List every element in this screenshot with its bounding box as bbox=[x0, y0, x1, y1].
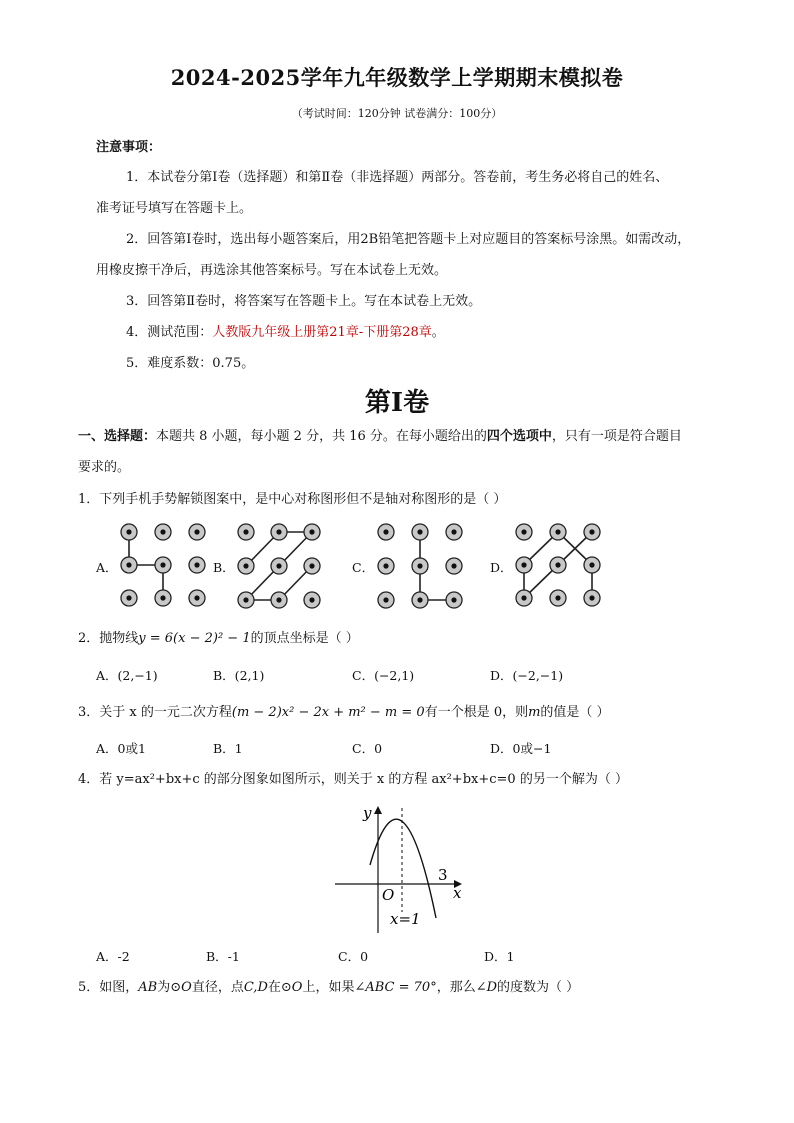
q2-stem-a: 2．抛物线 bbox=[78, 631, 139, 646]
q5-o2: O bbox=[291, 980, 303, 995]
pattern-dot-center bbox=[417, 597, 422, 602]
q2-option-d: D．(−2,−1) bbox=[490, 668, 564, 683]
q1-label-b: B． bbox=[213, 560, 235, 575]
pattern-dot-center bbox=[521, 529, 526, 534]
test-range: 人教版九年级上册第21章-下册第28章 bbox=[212, 325, 432, 340]
pattern-dot-center bbox=[194, 529, 199, 534]
q3-option-c: C．0 bbox=[352, 741, 383, 756]
q2-option-c: C．(−2,1) bbox=[352, 668, 415, 683]
parabola bbox=[370, 819, 436, 918]
q4-option-a: A．-2 bbox=[96, 949, 130, 964]
pattern-dot-center bbox=[451, 597, 456, 602]
q5-stem-b: 为⊙ bbox=[157, 980, 182, 995]
section-intro-b: 四个选项中 bbox=[486, 429, 552, 444]
q2-option-b: B．(2,1) bbox=[213, 668, 265, 683]
q5-ab: AB bbox=[138, 980, 158, 995]
q3-option-b: B．1 bbox=[213, 741, 243, 756]
q4-option-c: C．0 bbox=[338, 949, 369, 964]
page-title: 2024-2025学年九年级数学上学期期末模拟卷 bbox=[170, 65, 624, 90]
note-2b: 用橡皮擦干净后，再选涂其他答案标号。写在本试卷上无效。 bbox=[96, 263, 448, 278]
pattern-dot-center bbox=[521, 595, 526, 600]
pattern-dot-center bbox=[126, 529, 131, 534]
note-1b: 准考证号填写在答题卡上。 bbox=[96, 201, 253, 216]
q3-stem-c: 的值是（ ） bbox=[540, 705, 610, 720]
q5-cd: C,D bbox=[243, 980, 268, 995]
q5-stem-c: 直径，点 bbox=[191, 980, 244, 995]
pattern-dot-center bbox=[555, 529, 560, 534]
pattern-dot-center bbox=[383, 529, 388, 534]
pattern-dot-center bbox=[276, 563, 281, 568]
pattern-dot-center bbox=[589, 562, 594, 567]
section-title: 第Ⅰ卷 bbox=[364, 388, 430, 418]
pattern-dot-center bbox=[451, 529, 456, 534]
q1-label-c: C． bbox=[352, 560, 375, 575]
q2-stem-b: 的顶点坐标是（ ） bbox=[250, 631, 359, 646]
pattern-dot-center bbox=[276, 597, 281, 602]
origin-label: O bbox=[382, 886, 395, 904]
pattern-dot-center bbox=[589, 529, 594, 534]
pattern-dot-center bbox=[243, 597, 248, 602]
q3-formula: (m − 2)x² − 2x + m² − m = 0 bbox=[231, 705, 425, 720]
q5-o1: O bbox=[181, 980, 192, 995]
note-3: 3．回答第Ⅱ卷时，将答案写在答题卡上。写在本试卷上无效。 bbox=[126, 294, 482, 309]
q4-stem: 4．若 y=ax²+bx+c 的部分图象如图所示，则关于 x 的方程 ax²+bx+c=0 的另一个解为（ ） bbox=[78, 772, 628, 787]
q5-angle-d: ∠D bbox=[475, 980, 498, 995]
q5-angle: ∠ABC = 70° bbox=[354, 980, 437, 995]
pattern-dot-center bbox=[126, 595, 131, 600]
q3-stem-b: 有一个根是 0，则 bbox=[424, 705, 529, 720]
q5-stem-g: 的度数为（ ） bbox=[497, 980, 580, 995]
q3-stem bbox=[78, 703, 610, 723]
pattern-dot-center bbox=[194, 595, 199, 600]
q3-option-d: D．0或−1 bbox=[490, 741, 552, 756]
pattern-dot-center bbox=[160, 562, 165, 567]
pattern-dot-center bbox=[309, 529, 314, 534]
pattern-dot-center bbox=[417, 563, 422, 568]
q5-stem bbox=[78, 978, 579, 998]
pattern-dot-center bbox=[309, 597, 314, 602]
q2-formula: y = 6(x − 2)² − 1 bbox=[138, 631, 251, 646]
root-label: 3 bbox=[438, 866, 448, 884]
pattern-dot-center bbox=[160, 595, 165, 600]
pattern-dot-center bbox=[383, 597, 388, 602]
q4-option-b: B．-1 bbox=[206, 949, 240, 964]
q3-stem-a: 3．关于 x 的一元二次方程 bbox=[78, 705, 232, 720]
q2-stem bbox=[78, 629, 359, 649]
pattern-dot-center bbox=[555, 595, 560, 600]
q5-stem-e: 上，如果 bbox=[302, 980, 355, 995]
note-4-prefix: 4．测试范围： bbox=[126, 325, 213, 340]
x-label: x bbox=[453, 884, 462, 902]
q5-stem-f: ，那么 bbox=[436, 980, 476, 995]
note-2a: 2．回答第Ⅰ卷时，选出每小题答案后，用2B铅笔把答题卡上对应题目的答案标号涂黑。如需改动， bbox=[126, 232, 691, 247]
pattern-dot-center bbox=[555, 562, 560, 567]
pattern-dot-center bbox=[451, 563, 456, 568]
q3-var: m bbox=[528, 705, 541, 720]
q1-label-d: D． bbox=[490, 560, 513, 575]
q5-stem-a: 5．如图， bbox=[78, 980, 139, 995]
pattern-dot-center bbox=[309, 563, 314, 568]
q3-option-a: A．0或1 bbox=[96, 741, 146, 756]
pattern-dot-center bbox=[194, 562, 199, 567]
section-intro-d: 要求的。 bbox=[78, 460, 131, 475]
q1-label-a: A． bbox=[96, 560, 118, 575]
pattern-dot-center bbox=[243, 563, 248, 568]
note-1a: 1．本试卷分第Ⅰ卷（选择题）和第Ⅱ卷（非选择题）两部分。答卷前，考生务必将自己的姓名、 bbox=[126, 170, 669, 185]
pattern-dot-center bbox=[126, 562, 131, 567]
notes-heading: 注意事项： bbox=[96, 140, 162, 155]
section-intro-a: 本题共 8 小题，每小题 2 分，共 16 分。在每小题给出的 bbox=[156, 429, 487, 444]
q5-stem-d: 在⊙ bbox=[267, 980, 292, 995]
pattern-dot-center bbox=[383, 563, 388, 568]
pattern-dot-center bbox=[160, 529, 165, 534]
section-intro-c: ，只有一项是符合题目 bbox=[551, 429, 682, 444]
q1-stem: 1．下列手机手势解锁图案中，是中心对称图形但不是轴对称图形的是（ ） bbox=[78, 492, 507, 507]
pattern-dot-center bbox=[521, 562, 526, 567]
pattern-dot-center bbox=[276, 529, 281, 534]
q4-parabola-graph bbox=[330, 800, 470, 935]
section-label: 一、选择题： bbox=[78, 429, 157, 444]
exam-info: （考试时间：120分钟 试卷满分：100分） bbox=[291, 107, 503, 120]
q4-option-d: D．1 bbox=[484, 949, 515, 964]
pattern-dot-center bbox=[417, 529, 422, 534]
pattern-dot-center bbox=[589, 595, 594, 600]
y-axis-arrow bbox=[374, 806, 382, 814]
pattern-dot-center bbox=[243, 529, 248, 534]
note-5: 5．难度系数：0.75。 bbox=[126, 356, 255, 371]
y-label: y bbox=[363, 804, 372, 822]
symmetry-label: x=1 bbox=[390, 910, 421, 928]
note-4-suffix: 。 bbox=[431, 325, 445, 340]
q2-option-a: A．(2,−1) bbox=[96, 668, 158, 683]
